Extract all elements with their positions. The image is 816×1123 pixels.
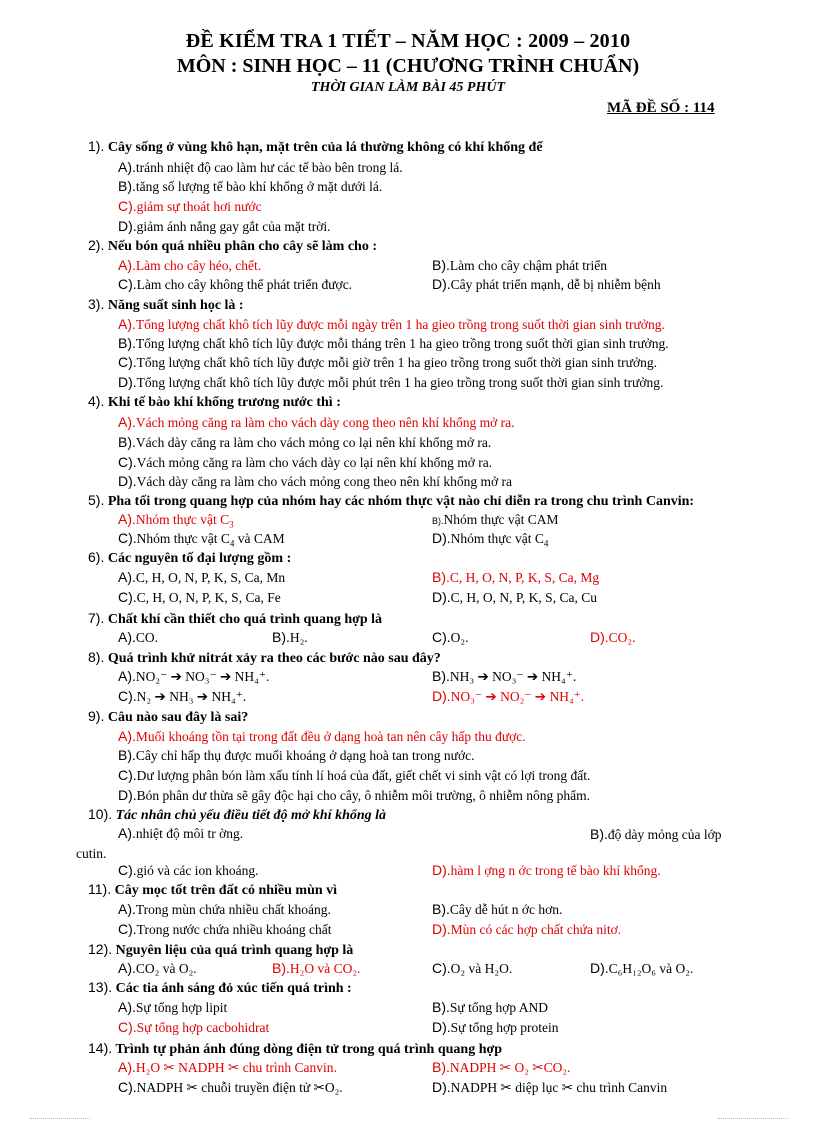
option-b — [272, 960, 360, 977]
option-text: cutin. — [76, 846, 107, 861]
option-text: H₂O và CO₂. — [289, 961, 361, 976]
option-a — [118, 511, 234, 528]
question-5 — [88, 492, 694, 510]
option-key: D). — [590, 960, 609, 976]
question-2 — [88, 237, 377, 255]
option-text: Nhóm thực vật C — [136, 531, 230, 546]
option-b — [432, 901, 562, 918]
option-text: Muối khoáng tồn tại trong đất đều ở dạng hoà tan nên cây hấp thu được. — [135, 729, 526, 744]
question-number: 7). — [88, 610, 105, 626]
option-text: CO₂ và O₂. — [135, 961, 197, 976]
option-key: B). — [432, 569, 450, 585]
option-key: D). — [432, 921, 451, 937]
option-b — [432, 569, 599, 586]
option-key: B). — [118, 335, 136, 351]
exam-code: MÃ ĐỀ SỐ : 114 — [607, 100, 715, 116]
option-c — [118, 589, 281, 606]
option-text: Cây chỉ hấp thụ được muối khoáng ở dạng hoà tan trong nước. — [135, 748, 475, 763]
option-a — [118, 414, 515, 431]
option-key: D). — [118, 374, 137, 390]
option-a — [118, 668, 269, 685]
exam-subject: MÔN : SINH HỌC – 11 (CHƯƠNG TRÌNH CHUẨN) — [176, 55, 640, 77]
option-c — [118, 530, 285, 547]
question-number: 5). — [88, 492, 105, 508]
option-c — [432, 629, 469, 646]
option-text: H₂. — [289, 630, 308, 645]
option-key: D). — [432, 862, 451, 878]
option-d — [432, 862, 661, 879]
option-d — [432, 530, 548, 547]
option-key: C). — [118, 589, 137, 605]
option-key: B). — [118, 434, 136, 450]
option-b — [118, 747, 475, 764]
question-number: 9). — [88, 708, 105, 724]
option-key: B). — [432, 901, 450, 917]
option-c — [118, 862, 259, 879]
question-number: 1). — [88, 138, 105, 154]
option-key: D). — [432, 1019, 451, 1035]
option-text: Trong nước chứa nhiều khoáng chất — [136, 922, 332, 937]
footer-divider-right — [718, 1118, 788, 1120]
option-key: D). — [118, 218, 137, 234]
question-text: Chất khí cần thiết cho quá trình quang hợp là — [104, 612, 383, 627]
option-text: O₂ và H₂O. — [450, 961, 513, 976]
option-text: Bón phân dư thừa sẽ gây độc hại cho cây, ô nhiễm môi trường, ô nhiễm nông phẩm. — [136, 788, 591, 803]
option-text: Nhóm thực vật C — [135, 512, 230, 527]
option-c — [118, 767, 590, 784]
option-key: D). — [118, 787, 137, 803]
option-text: Cây phát triển mạnh, dễ bị nhiễm bệnh — [450, 277, 661, 292]
question-number: 13). — [88, 979, 113, 995]
option-text: Vách dày căng ra làm cho vách mỏng co lại nên khí khổng mở ra. — [135, 435, 492, 450]
option-text: C, H, O, N, P, K, S, Ca, Mn — [135, 570, 286, 585]
option-text: CO. — [135, 630, 159, 645]
option-key: C). — [432, 960, 451, 976]
option-text: Làm cho cây héo, chết. — [135, 258, 262, 273]
question-14 — [88, 1040, 502, 1058]
option-key: B). — [590, 826, 608, 842]
question-number: 6). — [88, 549, 105, 565]
subscript: 4 — [543, 538, 549, 549]
option-key: C). — [118, 688, 137, 704]
option-a — [118, 960, 197, 977]
question-text: Các nguyên tố đại lượng gồm : — [104, 551, 292, 566]
option-text: Tổng lượng chất khô tích lũy được mỗi tháng trên 1 ha gieo trồng trong suốt thời gian sinh trưởng. — [135, 336, 669, 351]
option-key: A). — [118, 901, 136, 917]
question-text: Nguyên liệu của quá trình quang hợp là — [112, 943, 354, 958]
option-key: A). — [118, 159, 136, 175]
option-key: D). — [118, 473, 137, 489]
option-text: Vách mỏng căng ra làm cho vách dày co lại nên khí khổng mở ra. — [136, 455, 493, 470]
option-key: C). — [118, 198, 137, 214]
question-number: 11). — [88, 881, 112, 897]
question-4 — [88, 393, 341, 411]
option-a — [118, 999, 227, 1016]
option-key: C). — [118, 767, 137, 783]
option-b — [118, 434, 491, 451]
option-text: Vách mỏng căng ra làm cho vách dày cong theo nên khí khổng mở ra. — [135, 415, 515, 430]
question-text: Quá trình khử nitrát xảy ra theo các bước nào sau đây? — [104, 651, 441, 666]
option-text: nhiệt độ môi tr ờng. — [135, 826, 244, 841]
option-text: tránh nhiệt độ cao làm hư các tế bào bên trong lá. — [135, 160, 403, 175]
question-9 — [88, 708, 248, 726]
option-key: A). — [118, 569, 136, 585]
option-b — [432, 999, 548, 1016]
option-text: Tổng lượng chất khô tích lũy được mỗi phút trên 1 ha gieo trồng trong suốt thời gian sinh trưởng. — [136, 375, 664, 390]
option-key: A). — [118, 999, 136, 1015]
question-11 — [88, 881, 337, 899]
option-key: C). — [432, 629, 451, 645]
option-d — [118, 218, 331, 235]
option-text: độ dày mỏng của lớp — [607, 827, 722, 842]
option-text: Tổng lượng chất khô tích lũy được mỗi giờ trên 1 ha gieo trồng trong suốt thời gian sinh trưởng. — [136, 355, 658, 370]
question-text: Khi tế bào khí khổng trương nước thì : — [104, 395, 341, 410]
option-b — [118, 335, 669, 352]
option-key: B). — [432, 516, 444, 526]
option-d — [118, 787, 590, 804]
question-number: 8). — [88, 649, 105, 665]
option-text: C, H, O, N, P, K, S, Ca, Mg — [449, 570, 600, 585]
option-key: B). — [432, 999, 450, 1015]
option-key: A). — [118, 960, 136, 976]
subscript: 4 — [229, 538, 235, 549]
question-text: Pha tối trong quang hợp của nhóm hay các nhóm thực vật nào chỉ diễn ra trong chu trình Canvin: — [104, 494, 695, 509]
question-6 — [88, 549, 291, 567]
option-d — [432, 1079, 667, 1096]
option-text: Mùn có các hợp chất chứa nitơ. — [450, 922, 622, 937]
question-1 — [88, 138, 543, 156]
option-key: C). — [118, 354, 137, 370]
option-text: NADPH ✂ chuỗi truyền điện tử ✂O₂. — [136, 1080, 343, 1095]
option-text: NH₃ ➔ NO₃⁻ ➔ NH₄⁺. — [449, 669, 577, 684]
option-d — [432, 688, 584, 705]
question-text: Trình tự phản ánh đúng dòng điện tử trong quá trình quang hợp — [112, 1042, 503, 1057]
option-d — [432, 276, 661, 293]
footer-divider-left — [30, 1118, 90, 1120]
option-b — [432, 1059, 570, 1076]
option-key: C). — [118, 454, 137, 470]
option-key: D). — [432, 688, 451, 704]
option-continuation — [76, 845, 106, 862]
option-d — [590, 960, 693, 977]
option-d — [118, 374, 663, 391]
option-b — [272, 629, 308, 646]
option-text: tăng số lượng tế bào khí khổng ở mặt dưới lá. — [135, 179, 383, 194]
question-text: Năng suất sinh học là : — [104, 298, 244, 313]
option-b — [590, 826, 722, 843]
subscript: 3 — [229, 519, 234, 530]
option-c — [118, 921, 332, 938]
option-text: NO₂⁻ ➔ NO₃⁻ ➔ NH₄⁺. — [135, 669, 270, 684]
option-a — [118, 569, 285, 586]
option-text: Cây dễ hút n ớc hơn. — [449, 902, 563, 917]
option-key: C). — [118, 530, 137, 546]
question-text: Các tia ánh sáng đỏ xúc tiến quá trình : — [112, 981, 352, 996]
option-text: Dư lượng phân bón làm xấu tính lí hoá của đất, giết chết vi sinh vật có lợi trong đất. — [136, 768, 591, 783]
option-text: giảm ánh nắng gay gắt của mặt trời. — [136, 219, 331, 234]
option-key: B). — [432, 1059, 450, 1075]
option-c — [118, 1019, 269, 1036]
option-c — [118, 198, 262, 215]
option-text: NO₃⁻ ➔ NO₂⁻ ➔ NH₄⁺. — [450, 689, 585, 704]
option-text: Trong mùn chứa nhiều chất khoáng. — [135, 902, 331, 917]
option-key: A). — [118, 1059, 136, 1075]
exam-title: ĐỀ KIỂM TRA 1 TIẾT – NĂM HỌC : 2009 – 2010 — [185, 30, 631, 52]
option-text: NADPH ✂ O₂ ✂CO₂. — [449, 1060, 571, 1075]
question-3 — [88, 296, 244, 314]
option-text: CO₂. — [608, 630, 636, 645]
option-a — [118, 629, 158, 646]
option-key: B). — [118, 747, 136, 763]
option-text: O₂. — [450, 630, 469, 645]
option-text: C, H, O, N, P, K, S, Ca, Cu — [450, 590, 597, 605]
option-a — [118, 728, 526, 745]
option-key: D). — [432, 589, 451, 605]
option-key: B). — [272, 629, 290, 645]
option-d — [432, 1019, 559, 1036]
option-key: C). — [118, 921, 137, 937]
option-key: A). — [118, 728, 136, 744]
question-13 — [88, 979, 352, 997]
option-key: A). — [118, 511, 136, 527]
option-text: NADPH ✂ diệp lục ✂ chu trình Canvin — [450, 1080, 668, 1095]
question-text: Cây sống ở vùng khô hạn, mặt trên của lá thường không có khí khổng để — [104, 140, 543, 155]
option-text: Tổng lượng chất khô tích lũy được mỗi ngày trên 1 ha gieo trồng trong suốt thời gian sinh trưởng. — [135, 317, 665, 332]
option-b — [432, 511, 558, 530]
option-key: D). — [432, 276, 451, 292]
question-12 — [88, 941, 353, 959]
exam-time: THỜI GIAN LÀM BÀI 45 PHÚT — [310, 80, 506, 95]
option-key: A). — [118, 257, 136, 273]
option-text: Nhóm thực vật CAM — [443, 512, 559, 527]
option-text: Làm cho cây chậm phát triển — [449, 258, 607, 273]
option-text: Sự tổng hợp protein — [450, 1020, 559, 1035]
question-10 — [88, 806, 386, 824]
option-c — [118, 688, 246, 705]
option-text-tail: và CAM — [234, 531, 285, 546]
option-a — [118, 1059, 337, 1076]
question-number: 14). — [88, 1040, 113, 1056]
option-c — [118, 454, 492, 471]
option-key: A). — [118, 825, 136, 841]
option-b — [118, 178, 382, 195]
option-text: Làm cho cây không thể phát triển được. — [136, 277, 353, 292]
option-key: C). — [118, 276, 137, 292]
option-key: D). — [432, 1079, 451, 1095]
option-text: N₂ ➔ NH₃ ➔ NH₄⁺. — [136, 689, 247, 704]
option-d — [590, 629, 636, 646]
option-text: Sự tổng hợp lipit — [135, 1000, 228, 1015]
option-text: C, H, O, N, P, K, S, Ca, Fe — [136, 590, 281, 605]
option-key: D). — [590, 629, 609, 645]
option-text: C₆H₁₂O₆ và O₂. — [608, 961, 694, 976]
option-key: C). — [118, 862, 137, 878]
option-text: Vách dày căng ra làm cho vách mỏng cong theo nên khí khổng mở ra — [136, 474, 512, 489]
question-number: 2). — [88, 237, 105, 253]
option-d — [432, 921, 621, 938]
option-d — [118, 473, 512, 490]
question-number: 10). — [88, 806, 113, 822]
option-key: A). — [118, 668, 136, 684]
question-text: Câu nào sau đây là sai? — [104, 710, 249, 725]
option-key: B). — [432, 668, 450, 684]
option-c — [118, 1079, 343, 1096]
option-key: A). — [118, 629, 136, 645]
option-b — [432, 668, 576, 685]
option-c — [118, 276, 352, 293]
question-text: Tác nhân chủ yếu điều tiết độ mở khí khổng là — [112, 808, 387, 823]
option-text: Sự tổng hợp cacbohidrat — [136, 1020, 270, 1035]
option-a — [118, 901, 331, 918]
question-7 — [88, 610, 382, 628]
option-key: B). — [118, 178, 136, 194]
option-key: A). — [118, 414, 136, 430]
question-8 — [88, 649, 441, 667]
option-a — [118, 159, 403, 176]
option-key: B). — [432, 257, 450, 273]
option-text: hàm l ợng n ớc trong tế bào khí khổng. — [450, 863, 661, 878]
option-text: Sự tổng hợp AND — [449, 1000, 548, 1015]
option-c — [118, 354, 657, 371]
option-text: Nhóm thực vật C — [450, 531, 544, 546]
option-a — [118, 316, 665, 333]
question-number: 12). — [88, 941, 113, 957]
option-key: A). — [118, 316, 136, 332]
question-number: 4). — [88, 393, 105, 409]
question-text: Cây mọc tốt trên đất có nhiều mùn vì — [111, 883, 338, 898]
option-key: B). — [272, 960, 290, 976]
question-text: Nếu bón quá nhiều phân cho cây sẽ làm cho : — [104, 239, 378, 254]
option-b — [432, 257, 607, 274]
question-number: 3). — [88, 296, 105, 312]
option-c — [432, 960, 512, 977]
option-key: C). — [118, 1019, 137, 1035]
option-text: gió và các ion khoáng. — [136, 863, 259, 878]
option-text: giảm sự thoát hơi nước — [136, 199, 262, 214]
option-key: C). — [118, 1079, 137, 1095]
option-a — [118, 825, 243, 842]
option-text: H₂O ✂ NADPH ✂ chu trình Canvin. — [135, 1060, 337, 1075]
option-d — [432, 589, 597, 606]
option-a — [118, 257, 261, 274]
option-key: D). — [432, 530, 451, 546]
